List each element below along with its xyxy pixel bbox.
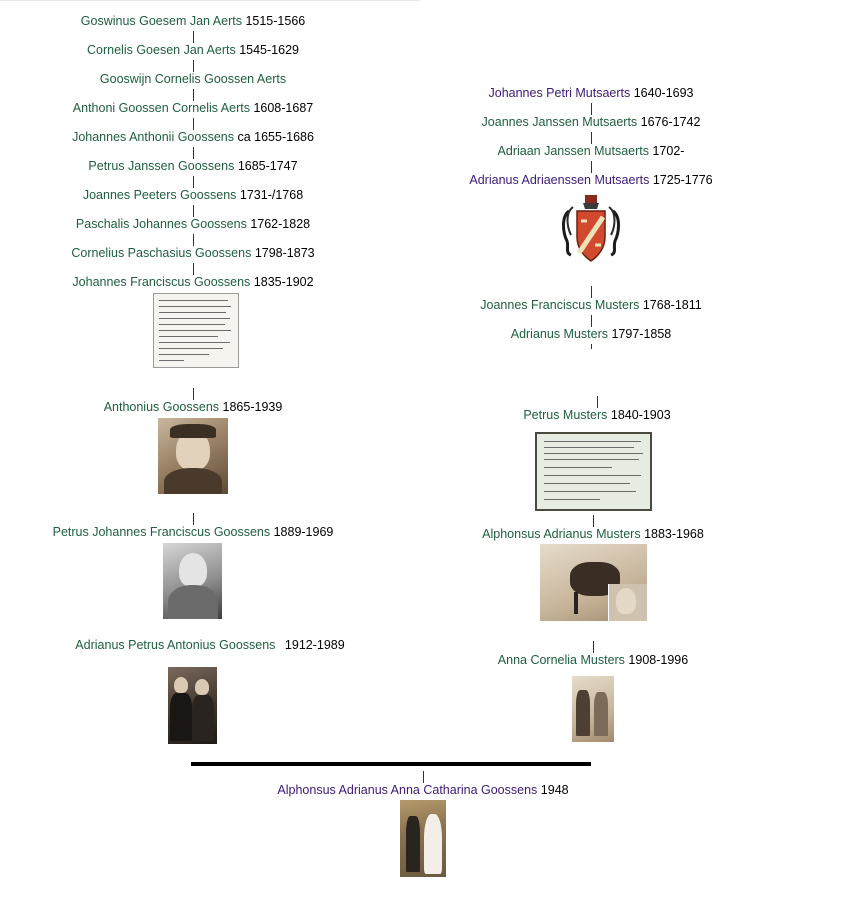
connector-line [193,234,194,246]
person-name: Johannes Franciscus Goossens [72,275,251,289]
connector-line [591,286,592,298]
person-right-1[interactable] [482,115,701,130]
connector-line [193,118,194,130]
person-years: 1889-1969 [273,525,334,539]
person-years: ca 1655-1686 [237,130,314,144]
person-name: Johannes Petri Mutsaerts [488,86,631,100]
handwritten-document-image[interactable] [153,293,239,368]
person-left-8[interactable] [71,246,314,261]
portrait-photo[interactable] [158,418,228,494]
connector-line [591,103,592,115]
person-years: 1768-1811 [642,298,702,312]
couple-photo[interactable] [572,676,614,742]
connector-line [591,132,592,144]
portrait-photo[interactable] [163,543,222,619]
person-right-7[interactable] [482,527,704,542]
person-name: Johannes Anthonii Goossens [72,130,234,144]
top-rule [0,0,420,1]
connector-line [597,396,598,408]
register-document-image[interactable] [535,432,652,511]
person-years: 1608-1687 [253,101,314,115]
person-years: 1731-/1768 [239,188,304,202]
person-years: 1883-1968 [644,527,704,541]
person-left-1[interactable] [87,43,299,58]
person-left-5[interactable] [88,159,297,174]
person-years: 1676-1742 [640,115,701,129]
person-left-9[interactable] [72,275,313,290]
person-left-0[interactable] [81,14,305,29]
person-name: Cornelis Goesen Jan Aerts [87,43,236,57]
person-name: Joannes Franciscus Musters [480,298,640,312]
person-name: Anthoni Goossen Cornelis Aerts [72,101,250,115]
person-name: Joannes Peeters Goossens [82,188,237,202]
person-right-0[interactable] [488,86,693,101]
connector-line [193,89,194,101]
person-right-3[interactable] [469,173,712,188]
person-name: Anthonius Goossens [103,400,220,414]
person-name: Adriaan Janssen Mutsaerts [497,144,649,158]
person-years: 1948 [540,783,569,797]
descendant[interactable] [277,783,568,798]
person-right-2[interactable] [498,144,685,159]
person-name: Petrus Janssen Goossens [88,159,235,173]
person-years: 1702- [652,144,685,158]
connector-line [193,60,194,72]
person-name: Adrianus Petrus Antonius Goossens [75,638,276,652]
person-left-3[interactable] [73,101,313,116]
person-left-11[interactable] [53,525,334,540]
marriage-bar [191,762,591,766]
coat-of-arms-image [561,193,621,265]
couple-photo[interactable] [168,667,217,744]
person-name: Alphonsus Adrianus Anna Catharina Goossens [277,783,538,797]
person-years: 1515-1566 [245,14,306,28]
person-name: Adrianus Adriaenssen Mutsaerts [469,173,650,187]
connector-line [423,771,424,783]
person-right-8[interactable] [498,653,688,668]
person-years: 1912-1989 [284,638,345,652]
connector-line [193,513,194,525]
connector-line [193,31,194,43]
person-name: Alphonsus Adrianus Musters [482,527,641,541]
person-left-6[interactable] [83,188,303,203]
person-name: Adrianus Musters [510,327,608,341]
person-left-12[interactable] [75,638,344,653]
person-right-4[interactable] [480,298,701,313]
connector-line [591,344,592,349]
wedding-photo[interactable] [400,800,446,877]
person-left-4[interactable] [72,130,314,145]
person-name: Petrus Musters [523,408,608,422]
person-years: 1797-1858 [611,327,672,341]
person-years: 1762-1828 [250,217,311,231]
person-right-5[interactable] [511,327,672,342]
person-years: 1685-1747 [237,159,298,173]
person-years: 1798-1873 [254,246,315,260]
person-years: 1840-1903 [610,408,671,422]
connector-line [593,641,594,653]
connector-line [193,176,194,188]
person-name: Goswinus Goesem Jan Aerts [80,14,242,28]
person-right-6[interactable] [523,408,670,423]
person-left-7[interactable] [76,217,310,232]
connector-line [591,161,592,173]
person-years: 1865-1939 [222,400,283,414]
person-name: Cornelius Paschasius Goossens [71,246,252,260]
person-left-2[interactable] [100,72,286,87]
connector-line [591,315,592,327]
person-years: 1545-1629 [239,43,299,57]
connector-line [193,388,194,400]
person-left-10[interactable] [104,400,283,415]
person-years: 1835-1902 [253,275,314,289]
connector-line [593,515,594,527]
person-name: Joannes Janssen Mutsaerts [481,115,638,129]
horse-photo[interactable] [540,544,647,621]
person-years: 1640-1693 [633,86,694,100]
person-name: Anna Cornelia Musters [497,653,625,667]
person-name: Petrus Johannes Franciscus Goossens [52,525,271,539]
person-name: Paschalis Johannes Goossens [75,217,247,231]
connector-line [193,263,194,275]
connector-line [193,205,194,217]
person-years: 1908-1996 [628,653,689,667]
person-years: 1725-1776 [652,173,713,187]
person-name: Gooswijn Cornelis Goossen Aerts [99,72,287,86]
connector-line [193,147,194,159]
